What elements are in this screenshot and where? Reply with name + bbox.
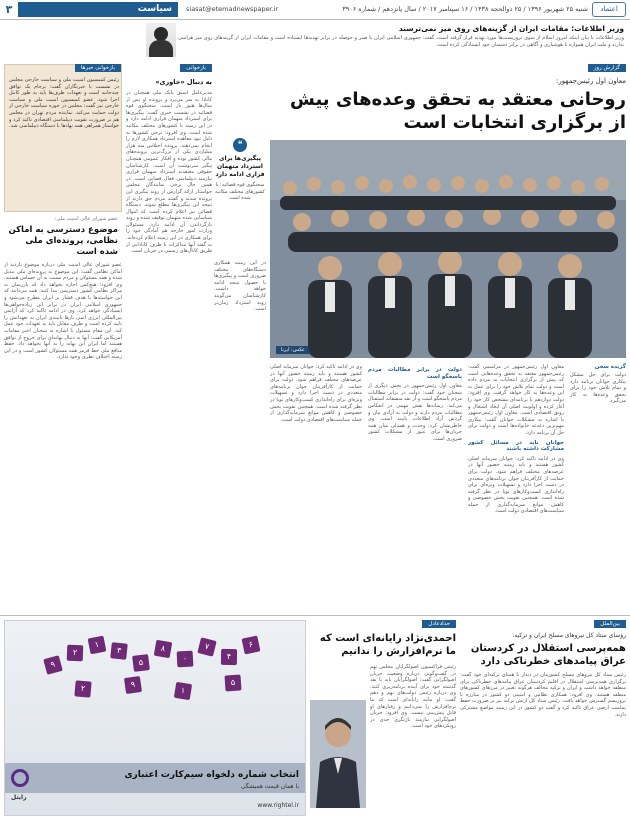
news-review-tag: بازخوانی خبرها (75, 64, 121, 72)
ad-number-key: ۸ (154, 640, 173, 659)
newspaper-logo: اعتماد (592, 2, 626, 17)
news-review-text: رئیس کمیسیون امنیت ملی و سیاست خارجی مجلس در نشست با خبرنگاران گفت: برجام یک توافق چندجانبه است و تعهدات طرف‌ها باید به طور کامل اجرا شود. عضو کمیسیون امنیت ملی و سیاست خارجی نیز گفت: مجلس در حوزه سیاست خارجی از دولت حمایت می‌کند. نماینده مردم تهران در مجلس هم بر ضرورت تقویت دیپلماسی اقتصادی تاکید کرد و خواستار همراهی همه نهادها با دستگاه دیپلماسی شد. (9, 77, 119, 130)
ad-number-key: ۵ (224, 674, 241, 691)
top-news-strip (0, 21, 630, 59)
haddad-adel-tag: حدادعادل (422, 620, 456, 628)
main-text-col-1 (468, 364, 564, 614)
ad-number-key: ۳ (110, 642, 128, 660)
main-text-col-3 (270, 364, 362, 614)
main-side-quote (570, 364, 626, 405)
kurdistan-headline: همه‌پرسی استقلال در کردستان عراق پیامدهای خطرناکی دارد (470, 643, 626, 667)
main-text-col-2 (368, 364, 462, 614)
ad-number-key: ۲ (67, 645, 84, 662)
sidebar-headline: موضوع دسترسی به اماکن نظامی، پرونده‌ای ملی شده است (8, 225, 118, 257)
ad-number-key: ۶ (242, 636, 261, 655)
haddad-adel-article (310, 620, 456, 816)
left-sidebar (4, 60, 122, 615)
ad-number-key: ۷ (197, 637, 216, 656)
main-text-a: معاون اول رئیس‌جمهور در مراسمی گفت: رئیس‌جمهور معتقد به تحقق وعده‌هایی است که پیش از برگزاری انتخابات به مردم داده است و دولت تمام تلاش خود را برای عمل به این وعده‌ها به کار خواهد گرفت. وی افزود: دولت دوازدهم با برنامه‌ای مشخص کار خود را آغاز کرده و اولویت اصلی آن ایجاد اشتغال و رونق اقتصادی است. معاون اول رئیس‌جمهور با اشاره به مشکلات جوانان گفت: بیکاری مهم‌ترین دغدغه خانواده‌ها است و دولت برای حل آن برنامه دارد. (468, 364, 564, 436)
section-email: siasat@etemadnewspaper.ir (186, 5, 279, 13)
bottom-divider (0, 615, 630, 616)
page-number: ۳ (5, 3, 13, 16)
sidebar-kicker: عضو شورای عالی امنیت ملی: (54, 216, 118, 222)
ad-number-key: ۱ (88, 636, 107, 655)
haddad-adel-text: رئیس فراکسیون اصولگرایان مجلس نهم در گفت‌وگویی درباره وضعیت جریان اصولگرایی گفت: اصولگرایان باید با نقد گذشته خود برای آینده برنامه‌ریزی کنند. وی درباره رئیس دولت‌های نهم و دهم گفت: او مانند رایانه‌ای است که ما نرم‌افزارش را نمی‌دانیم و رفتارهای او قابل پیش‌بینی نیست. وی افزود: جریان اصولگرایی نیازمند بازنگری جدی در رویکردهای خود است. (370, 664, 456, 730)
sidebar-article-text: عضو شورای عالی امنیت ملی درباره موضوع بازدید از اماکن نظامی گفت: این موضوع به پرونده‌ای ملی تبدیل شده و همه مسئولان و مردم نسبت به آن حساس هستند. وی افزود: هیچ‌کس اجازه نخواهد داد که بازرسان به مراکز نظامی کشور دسترسی پیدا کنند. همه می‌دانند که این خواسته‌ها با هدف فشار بر ایران مطرح می‌شود و جمهوری اسلامی ایران در برابر این زیاده‌خواهی‌ها ایستادگی خواهد کرد. وی در ادامه تاکید کرد که آژانس بین‌المللی انرژی اتمی بارها پایبندی ایران به تعهداتش را تایید کرده است و طرف مقابل باید به تعهدات خود عمل کند. این مقام مسئول با اشاره به سخنان اخیر مقامات آمریکایی گفت: آنها به دنبال بهانه‌ای برای خروج از توافق هستند اما ایران این بهانه را به آنها نخواهد داد. حفظ منافع ملی خط قرمز همه مسئولان کشور است و در این زمینه اختلاف نظری وجود ندارد. (4, 262, 122, 361)
rightel-advertisement[interactable] (4, 620, 306, 816)
quote-column-text: در این زمینه همکاری دستگاه‌های مختلف ضروری است و پیگیری‌ها تا حصول نتیجه ادامه خواهد داشت. کارشناسان می‌گویند روند استرداد زمان‌بر است. (214, 260, 266, 313)
side-quote-text: دولت برای حل مشکل بیکاری جوانان برنامه دارد و تمام تلاش خود را برای تحقق وعده‌ها به کار می‌گیرد. (570, 372, 626, 404)
international-tag: بین‌الملل (594, 620, 626, 628)
ad-brand-name: رایتل (11, 794, 27, 801)
ad-number-key: ۹ (43, 655, 63, 675)
main-subhead-a: جوانان باید در مسائل کشور مشارکت داشته باشند (468, 439, 564, 453)
photo-caption: عکس: ایرنا (276, 346, 310, 354)
ad-number-key: ۹ (124, 676, 142, 694)
quote-icon: ❝ (233, 138, 247, 152)
ad-headline: انتخاب شماره دلخواه سیم‌کارت اعتباری (124, 770, 299, 780)
khavari-tag: بازخوانی (180, 64, 212, 72)
man-portrait-illustration (310, 700, 366, 808)
main-text-c: معاون اول رئیس‌جمهور در بخش دیگری از سخنان خود گفت: دولت در برابر مطالبات مردم پاسخگو است و از نقد منصفانه استقبال می‌کند. رسانه‌ها نقش مهمی در انعکاس مطالبات مردم دارند و دولت به آزادی بیان و گردش آزاد اطلاعات پایبند است. وی خاطرنشان کرد: وحدت و همدلی میان همه جریان‌ها برای عبور از مشکلات کشور ضروری است. (368, 383, 462, 442)
section-title: سیاست (18, 2, 178, 17)
ahmadinejad-photo (310, 700, 366, 808)
main-article-kicker: معاون اول رئیس‌جمهور: (556, 77, 626, 85)
news-review-box (4, 64, 122, 212)
ad-number-key: ۲ (74, 680, 91, 697)
minister-portrait-photo (146, 23, 176, 57)
khavari-text: مدیرعامل اسبق بانک ملی همچنان در کانادا به سر می‌برد و پرونده او پس از سال‌ها هنوز باز است. سخنگوی قوه قضائیه در نشست خبری گفت: پیگیری‌ها برای استرداد متهمان فراری ادامه دارد و در این زمینه با کشورهای مختلف مکاتبه شده است. وی افزود: برخی کشورها به دلیل نبود معاهده استرداد همکاری لازم را انجام نمی‌دهند. پرونده اختلاس سه هزار میلیاردی یکی از بزرگ‌ترین پرونده‌های مالی کشور بوده و افکار عمومی همچنان پیگیر سرنوشت آن است. کارشناسان حقوقی معتقدند استرداد متهمان فراری نیازمند دیپلماسی فعال قضایی است. در همین حال برخی نمایندگان مجلس خواستار ارائه گزارش از روند پیگیری این پرونده شدند و گفتند مردم حق دارند از نتیجه این پیگیری‌ها مطلع شوند. دستگاه قضائی نیز اعلام کرده است که اموال شناسایی شده متهمان توقیف شده و روند بازگرداندن آن ادامه دارد. مسئولان وزارت امور خارجه هم آمادگی خود را برای همکاری در این زمینه اعلام کرده‌اند. به گفته آنها مذاکرات با طرف کانادایی از طریق کانال‌های رسمی در جریان است. (126, 90, 212, 255)
rightel-logo-icon (11, 769, 29, 787)
ad-subheadline: با همان قیمت همیشگی (240, 783, 299, 790)
pull-quote-text: سخنگوی قوه قضائیه: با کشورهای مختلف مکاتبه شده است (215, 182, 265, 201)
main-subhead-b: دولت در برابر مطالبات مردم پاسخگو است (368, 367, 462, 380)
main-article-headline: روحانی معتقد به تحقق وعده‌های پیش از برگزاری انتخابات است (290, 89, 626, 133)
ad-number-key: ۰ (177, 651, 194, 668)
side-quote-tag: گزیده سخن (594, 364, 626, 370)
ad-number-key: ۱ (174, 682, 192, 700)
main-text-a-cont: وی در ادامه تاکید کرد: جوانان سرمایه اصلی کشور هستند و باید زمینه حضور آنها در عرصه‌های مختلف فراهم شود. دولت برای حمایت از کارآفرینان جوان برنامه‌های متعددی در دست اجرا دارد و تسهیلات ویژه‌ای برای راه‌اندازی کسب‌وکارهای نوپا در نظر گرفته شده است. همچنین تقویت بخش خصوصی و کاهش موانع سرمایه‌گذاری از جمله سیاست‌های اقتصادی دولت است. (270, 364, 362, 423)
top-strip-headline: وزیر اطلاعات: مقامات ایران از گزینه‌های روی میز نمی‌ترسند (398, 24, 624, 33)
quote-column (214, 60, 266, 615)
pull-quote-title: پیگیری‌ها برای استرداد متهمان فراری ادامه دارد (215, 155, 265, 178)
portrait-body-shape (149, 40, 173, 57)
main-article (270, 60, 626, 615)
issue-date-line: شنبه ۲۵ شهریور ۱۳۹۶ / ۲۵ ذوالحجه ۱۴۳۸ / ۱۶ سپتامبر ۲۰۱۷ / سال پانزدهم / شماره ۳۹۰۶ (342, 5, 588, 13)
pull-quote (214, 138, 266, 202)
portrait-head-shape (154, 27, 168, 41)
khavari-headline: به دنبال «خاوری» (155, 78, 212, 86)
ad-number-key: ۴ (221, 649, 237, 665)
main-article-photo (270, 140, 626, 358)
main-article-tag: گزارش روز (588, 64, 626, 72)
crowd-photo-illustration (270, 140, 626, 358)
top-strip-text: وزیر اطلاعات با بیان اینکه امروز اسلام از سوی تروریست‌ها مورد تهدید قرار گرفته است، گفت: جمهوری اسلامی ایران با صبر و حوصله در برابر تهدیدها ایستاده است و مقامات ایران از گزینه‌های روی میز هراسی ندارند و ملت ایران همواره با هوشیاری و آگاهی در برابر دشمنان خود ایستادگی کرده است. (178, 35, 624, 48)
ad-url[interactable]: www.rightel.ir (257, 802, 299, 809)
main-text-b: وی در ادامه تاکید کرد: جوانان سرمایه اصلی کشور هستند و باید زمینه حضور آنها در عرصه‌های مختلف فراهم شود. دولت برای حمایت از کارآفرینان جوان برنامه‌های متعددی در دست اجرا دارد و تسهیلات ویژه‌ای برای راه‌اندازی کسب‌وکارهای نوپا در نظر گرفته شده است. همچنین تقویت بخش خصوصی و کاهش موانع سرمایه‌گذاری از جمله سیاست‌های اقتصادی دولت است. (468, 455, 564, 515)
haddad-adel-headline: احمدی‌نژاد رایانه‌ای است که ما نرم‌افزارش را ندانیم (319, 633, 456, 657)
ad-number-key: ۵ (132, 654, 150, 672)
kurdistan-referendum-article (460, 620, 626, 816)
khavari-article (126, 60, 212, 615)
kurdistan-text: رئیس ستاد کل نیروهای مسلح کشورمان در دیدار با همتای ترکیه‌ای خود گفت: برگزاری همه‌پرسی استقلال در اقلیم کردستان عراق پیامدهای خطرناکی برای منطقه خواهد داشت و ایران و ترکیه مخالف هرگونه تغییر در مرزهای کشورهای منطقه هستند. وی افزود: همکاری نظامی و امنیتی دو کشور در مبارزه با تروریسم گسترش خواهد یافت. رئیس ستاد کل ارتش ترکیه نیز بر ضرورت حفظ تمامیت ارضی عراق تاکید کرد و گفت دو کشور در این زمینه مواضع مشترکی دارند. (460, 672, 626, 718)
page-header (0, 0, 630, 20)
kurdistan-kicker: رؤسای ستاد کل نیروهای مسلح ایران و ترکیه: (512, 632, 626, 639)
